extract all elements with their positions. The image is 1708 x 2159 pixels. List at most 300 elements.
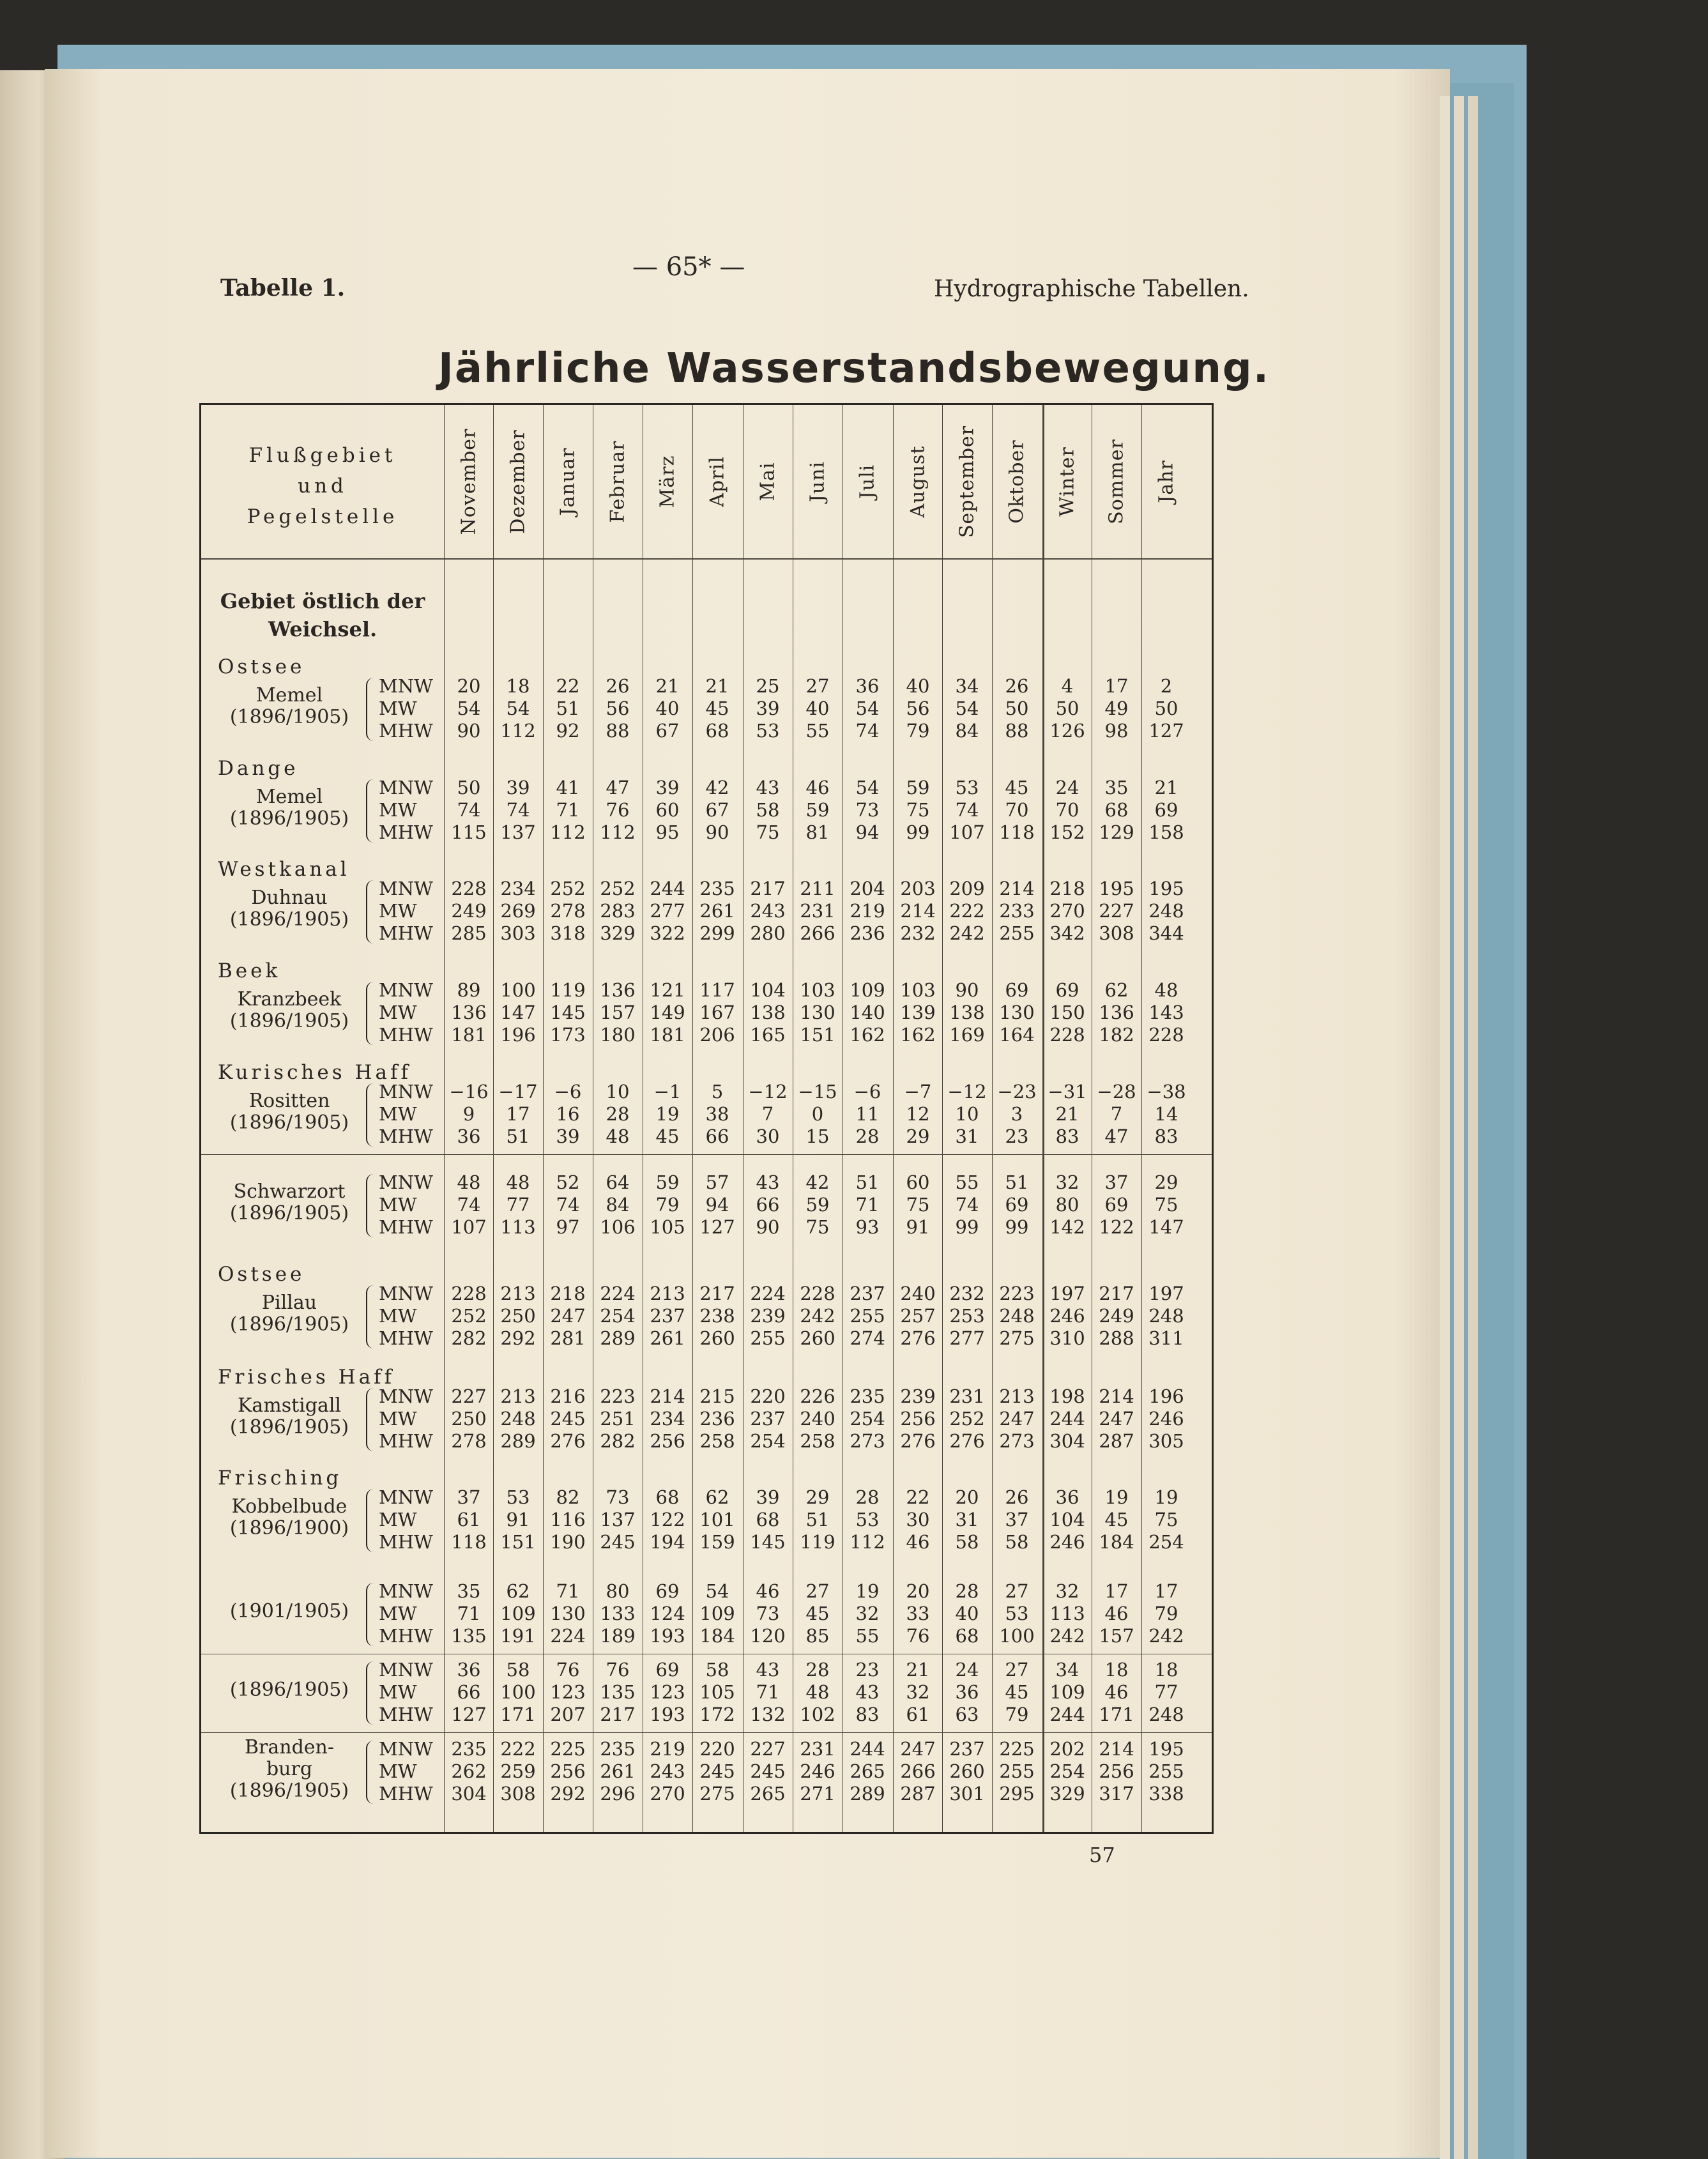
table-cell: 121: [650, 979, 685, 1001]
table-cell: 256: [1099, 1760, 1134, 1782]
table-cell: 235: [699, 878, 735, 899]
row-label: MHW: [379, 1216, 433, 1238]
table-cell: 243: [750, 900, 786, 922]
table-cell: 69: [1005, 1194, 1029, 1216]
table-cell: 83: [1154, 1125, 1178, 1147]
row-label: MNW: [379, 1659, 433, 1681]
table-cell: 218: [550, 1283, 586, 1304]
row-label: MNW: [379, 1283, 433, 1304]
table-cell: 5: [711, 1081, 724, 1102]
station-name: [206, 1395, 372, 1438]
stub-header: [201, 440, 444, 532]
table-cell: 74: [457, 799, 481, 821]
table-cell: 35: [1104, 777, 1129, 798]
row-label: MW: [379, 1002, 417, 1023]
table-cell: 213: [500, 1283, 536, 1304]
table-cell: 43: [756, 777, 780, 798]
row-brace: [366, 1285, 376, 1348]
table-cell: 95: [655, 821, 680, 843]
row-brace: [366, 1388, 376, 1451]
table-cell: 158: [1148, 821, 1184, 843]
table-cell: 30: [756, 1125, 780, 1147]
month-header-label: März: [656, 455, 679, 508]
table-cell: 135: [600, 1681, 636, 1703]
table-cell: 35: [457, 1580, 481, 1602]
table-cell: 213: [999, 1385, 1035, 1407]
table-cell: 216: [550, 1385, 586, 1407]
table-cell: 91: [506, 1509, 530, 1530]
row-label: MHW: [379, 1783, 433, 1804]
table-cell: 98: [1104, 720, 1129, 742]
table-cell: 252: [550, 878, 586, 899]
table-cell: 47: [1104, 1125, 1129, 1147]
table-cell: 112: [850, 1531, 885, 1553]
table-cell: 281: [550, 1327, 586, 1349]
table-cell: 196: [500, 1024, 536, 1046]
table-cell: 16: [556, 1103, 580, 1125]
row-label: MW: [379, 1305, 417, 1327]
table-cell: 124: [650, 1603, 685, 1624]
table-cell: 282: [600, 1430, 636, 1452]
table-cell: 254: [750, 1430, 786, 1452]
table-cell: 54: [955, 698, 979, 719]
station-name-line: Kranzbeek: [237, 988, 342, 1011]
table-cell: 245: [750, 1760, 786, 1782]
table-cell: 12: [906, 1103, 930, 1125]
table-cell: 276: [900, 1430, 936, 1452]
section-label: Frisches Haff: [218, 1366, 395, 1389]
table-cell: 151: [800, 1024, 835, 1046]
table-cell: 36: [855, 675, 880, 697]
table-cell: 237: [650, 1305, 685, 1327]
table-cell: 215: [699, 1385, 735, 1407]
table-cell: 304: [451, 1783, 487, 1804]
table-cell: 162: [900, 1024, 936, 1046]
row-brace: [366, 982, 376, 1045]
table-cell: 122: [1099, 1216, 1134, 1238]
station-name-line: (1896/1905): [229, 1415, 349, 1438]
table-cell: 318: [550, 922, 586, 944]
station-name-line: Rositten: [248, 1089, 330, 1112]
table-cell: 74: [955, 799, 979, 821]
station-name: [206, 1181, 372, 1224]
table-cell: 34: [1055, 1659, 1079, 1681]
table-cell: 115: [451, 821, 487, 843]
table-cell: 249: [1099, 1305, 1134, 1327]
table-cell: 28: [805, 1659, 830, 1681]
table-cell: 203: [900, 878, 936, 899]
table-cell: 251: [600, 1408, 636, 1430]
table-cell: 136: [600, 979, 636, 1001]
table-cell: 142: [1049, 1216, 1085, 1238]
table-cell: 317: [1099, 1783, 1134, 1804]
table-cell: 260: [949, 1760, 985, 1782]
table-cell: 82: [556, 1486, 580, 1508]
table-cell: 235: [600, 1738, 636, 1760]
section-label: Westkanal: [218, 858, 350, 881]
station-name-line: (1901/1905): [229, 1599, 349, 1622]
table-cell: 227: [750, 1738, 786, 1760]
table-cell: 56: [606, 698, 630, 719]
table-cell: 66: [756, 1194, 780, 1216]
table-cell: 37: [1005, 1509, 1029, 1530]
section-label: Ostsee: [218, 655, 305, 678]
table-cell: 342: [1049, 922, 1085, 944]
table-cell: 252: [949, 1408, 985, 1430]
table-cell: 84: [606, 1194, 630, 1216]
table-cell: 197: [1148, 1283, 1184, 1304]
table-cell: 21: [705, 675, 729, 697]
table-cell: 247: [1099, 1408, 1134, 1430]
station-name-line: Kobbelbude: [231, 1495, 347, 1518]
station-name-line: Pillau: [261, 1291, 317, 1314]
table-cell: 40: [805, 698, 830, 719]
table-cell: 271: [800, 1783, 835, 1804]
table-cell: 46: [1104, 1681, 1129, 1703]
group-title: [201, 587, 444, 643]
table-cell: 338: [1148, 1783, 1184, 1804]
table-cell: 89: [457, 979, 481, 1001]
table-cell: 237: [750, 1408, 786, 1430]
table-cell: 73: [606, 1486, 630, 1508]
table-cell: 59: [906, 777, 930, 798]
table-cell: 102: [800, 1704, 835, 1725]
table-cell: 109: [1049, 1681, 1085, 1703]
month-header-label: Jahr: [1155, 460, 1178, 503]
table-cell: 214: [650, 1385, 685, 1407]
table-label: Tabelle 1.: [220, 275, 346, 301]
table-cell: 48: [606, 1125, 630, 1147]
month-header-label: Mai: [756, 462, 779, 501]
table-cell: 227: [451, 1385, 487, 1407]
station-name-line: (1896/1905): [229, 807, 349, 830]
table-cell: 217: [1099, 1283, 1134, 1304]
station-name-line: Duhnau: [251, 886, 328, 909]
table-cell: 256: [900, 1408, 936, 1430]
table-cell: 228: [451, 1283, 487, 1304]
table-cell: 97: [556, 1216, 580, 1238]
table-cell: 75: [756, 821, 780, 843]
table-cell: 246: [1049, 1531, 1085, 1553]
table-cell: 232: [900, 922, 936, 944]
table-cell: 150: [1049, 1002, 1085, 1023]
table-cell: 147: [1148, 1216, 1184, 1238]
row-brace: [366, 1741, 376, 1804]
station-name-line: (1896/1905): [229, 908, 349, 931]
table-cell: 24: [1055, 777, 1079, 798]
row-label: MNW: [379, 1580, 433, 1602]
table-cell: 40: [955, 1603, 979, 1624]
table-cell: 278: [550, 900, 586, 922]
table-cell: 222: [500, 1738, 536, 1760]
table-cell: 236: [850, 922, 885, 944]
table-cell: 55: [955, 1171, 979, 1193]
table-cell: 68: [655, 1486, 680, 1508]
table-cell: 74: [556, 1194, 580, 1216]
month-header-label: April: [706, 456, 729, 507]
table-cell: 244: [650, 878, 685, 899]
table-cell: 292: [550, 1783, 586, 1804]
table-cell: 242: [949, 922, 985, 944]
table-cell: 66: [457, 1681, 481, 1703]
table-cell: 42: [805, 1171, 830, 1193]
table-cell: 31: [955, 1125, 979, 1147]
table-cell: 329: [600, 922, 636, 944]
table-cell: 17: [1104, 675, 1129, 697]
table-cell: 213: [650, 1283, 685, 1304]
table-cell: 262: [451, 1760, 487, 1782]
table-cell: 171: [1099, 1704, 1134, 1725]
table-cell: 60: [655, 799, 680, 821]
table-cell: 180: [600, 1024, 636, 1046]
table-cell: 224: [750, 1283, 786, 1304]
table-cell: 24: [955, 1659, 979, 1681]
table-cell: 45: [1005, 777, 1029, 798]
table-cell: 123: [550, 1681, 586, 1703]
table-cell: 14: [1154, 1103, 1178, 1125]
table-cell: 69: [1104, 1194, 1129, 1216]
table-cell: 157: [600, 1002, 636, 1023]
table-cell: 7: [761, 1103, 774, 1125]
station-name-line: (1896/1905): [229, 1202, 349, 1224]
table-cell: 244: [1049, 1408, 1085, 1430]
table-cell: 42: [705, 777, 729, 798]
table-cell: 135: [451, 1625, 487, 1647]
table-cell: 76: [556, 1659, 580, 1681]
table-cell: 225: [550, 1738, 586, 1760]
table-cell: 0: [811, 1103, 824, 1125]
row-brace: [366, 880, 376, 943]
table-cell: 233: [999, 900, 1035, 922]
table-cell: 220: [750, 1385, 786, 1407]
table-cell: 143: [1148, 1002, 1184, 1023]
header-rule: [201, 558, 1212, 560]
table-cell: 56: [906, 698, 930, 719]
table-cell: 48: [1154, 979, 1178, 1001]
table-cell: 127: [699, 1216, 735, 1238]
table-cell: 209: [949, 878, 985, 899]
table-cell: 292: [500, 1327, 536, 1349]
table-cell: 280: [750, 922, 786, 944]
table-cell: 255: [999, 1760, 1035, 1782]
table-cell: 92: [556, 720, 580, 742]
table-cell: 211: [800, 878, 835, 899]
table-cell: 304: [1049, 1430, 1085, 1452]
table-cell: 184: [699, 1625, 735, 1647]
table-cell: 41: [556, 777, 580, 798]
table-cell: 223: [999, 1283, 1035, 1304]
table-cell: 122: [650, 1509, 685, 1530]
table-cell: 94: [855, 821, 880, 843]
table-cell: 112: [550, 821, 586, 843]
table-cell: 224: [550, 1625, 586, 1647]
table-cell: 18: [1154, 1659, 1178, 1681]
table-cell: 184: [1099, 1531, 1134, 1553]
table-cell: 244: [1049, 1704, 1085, 1725]
table-cell: 145: [550, 1002, 586, 1023]
table-cell: 130: [800, 1002, 835, 1023]
table-cell: 138: [750, 1002, 786, 1023]
table-cell: 167: [699, 1002, 735, 1023]
table-cell: −23: [997, 1081, 1037, 1102]
table-cell: 204: [850, 878, 885, 899]
table-cell: 25: [756, 675, 780, 697]
table-cell: 244: [850, 1738, 885, 1760]
table-cell: 55: [805, 720, 830, 742]
station-name-line: Kamstigall: [237, 1394, 342, 1417]
table-cell: 190: [550, 1531, 586, 1553]
table-cell: 242: [1049, 1625, 1085, 1647]
table-cell: 223: [600, 1385, 636, 1407]
table-cell: 145: [750, 1531, 786, 1553]
table-cell: 83: [855, 1704, 880, 1725]
table-cell: 76: [606, 799, 630, 821]
station-name: [206, 1737, 372, 1802]
table-cell: 133: [600, 1603, 636, 1624]
table-cell: 248: [1148, 1305, 1184, 1327]
table-cell: 73: [756, 1603, 780, 1624]
table-cell: 202: [1049, 1738, 1085, 1760]
table-cell: 214: [1099, 1738, 1134, 1760]
table-cell: 54: [705, 1580, 729, 1602]
table-cell: 88: [1005, 720, 1029, 742]
table-cell: 36: [955, 1681, 979, 1703]
table-cell: −12: [748, 1081, 788, 1102]
row-label: MW: [379, 1681, 417, 1703]
table-cell: 171: [500, 1704, 536, 1725]
table-cell: 77: [506, 1194, 530, 1216]
month-header-label: November: [457, 428, 480, 535]
table-cell: 277: [949, 1327, 985, 1349]
table-cell: 308: [500, 1783, 536, 1804]
table-cell: 58: [1005, 1531, 1029, 1553]
table-cell: −28: [1097, 1081, 1136, 1102]
table-cell: 162: [850, 1024, 885, 1046]
row-label: MNW: [379, 1486, 433, 1508]
table-cell: 127: [1148, 720, 1184, 742]
table-cell: 29: [1154, 1171, 1178, 1193]
station-name-line: (1896/1905): [229, 1779, 349, 1802]
table-cell: 69: [1154, 799, 1178, 821]
table-cell: 43: [855, 1681, 880, 1703]
table-cell: 75: [906, 799, 930, 821]
station-name: [206, 786, 372, 830]
table-cell: 214: [999, 878, 1035, 899]
table-cell: 130: [999, 1002, 1035, 1023]
table-cell: 27: [1005, 1580, 1029, 1602]
table-cell: 51: [1005, 1171, 1029, 1193]
table-cell: 246: [800, 1760, 835, 1782]
table-cell: 275: [999, 1327, 1035, 1349]
station-name-line: Branden-: [244, 1736, 334, 1758]
month-header-label: August: [906, 445, 929, 518]
row-label: MHW: [379, 821, 433, 843]
row-label: MNW: [379, 1171, 433, 1193]
table-cell: 68: [955, 1625, 979, 1647]
table-cell: 231: [800, 1738, 835, 1760]
table-cell: 107: [949, 821, 985, 843]
table-cell: 231: [800, 900, 835, 922]
table-cell: 282: [451, 1327, 487, 1349]
month-header-label: Juni: [806, 461, 829, 503]
table-cell: 246: [1049, 1305, 1085, 1327]
table-cell: 119: [550, 979, 586, 1001]
table-cell: 256: [550, 1760, 586, 1782]
table-cell: 226: [800, 1385, 835, 1407]
table-cell: 52: [556, 1171, 580, 1193]
table-cell: 129: [1099, 821, 1134, 843]
table-cell: −31: [1048, 1081, 1087, 1102]
table-cell: 26: [1005, 1486, 1029, 1508]
table-cell: 136: [1099, 1002, 1134, 1023]
table-cell: 299: [699, 922, 735, 944]
table-cell: 228: [800, 1283, 835, 1304]
table-cell: 74: [506, 799, 530, 821]
table-cell: 191: [500, 1625, 536, 1647]
table-cell: 123: [650, 1681, 685, 1703]
table-cell: 71: [556, 1580, 580, 1602]
table-cell: 132: [750, 1704, 786, 1725]
table-cell: 61: [457, 1509, 481, 1530]
table-cell: 258: [800, 1430, 835, 1452]
table-cell: 2: [1160, 675, 1173, 697]
month-header-label: Oktober: [1005, 439, 1028, 524]
table-cell: 285: [451, 922, 487, 944]
table-cell: 3: [1010, 1103, 1023, 1125]
row-brace: [366, 1083, 376, 1147]
table-cell: 105: [699, 1681, 735, 1703]
table-cell: −17: [498, 1081, 538, 1102]
table-cell: 67: [705, 799, 729, 821]
table-cell: 75: [906, 1194, 930, 1216]
row-label: MHW: [379, 1430, 433, 1452]
table-cell: 79: [1005, 1704, 1029, 1725]
table-cell: 100: [999, 1625, 1035, 1647]
table-cell: 71: [556, 799, 580, 821]
section-label: Kurisches Haff: [218, 1061, 411, 1084]
station-name-line: Schwarzort: [233, 1180, 346, 1203]
station-name: [206, 1601, 372, 1622]
table-cell: 197: [1049, 1283, 1085, 1304]
row-label: MHW: [379, 922, 433, 944]
running-title: Hydrographische Tabellen.: [934, 276, 1249, 302]
table-cell: 93: [855, 1216, 880, 1238]
table-cell: 59: [655, 1171, 680, 1193]
table-cell: 231: [949, 1385, 985, 1407]
row-label: MHW: [379, 1125, 433, 1147]
table-cell: 240: [900, 1283, 936, 1304]
row-label: MNW: [379, 1385, 433, 1407]
table-cell: 259: [500, 1760, 536, 1782]
table-cell: 59: [805, 1194, 830, 1216]
table-cell: 80: [606, 1580, 630, 1602]
table-cell: 195: [1099, 878, 1134, 899]
table-cell: 261: [650, 1327, 685, 1349]
table-cell: 254: [600, 1305, 636, 1327]
table-cell: 10: [606, 1081, 630, 1102]
month-header-label: Februar: [606, 440, 629, 523]
table-cell: 248: [1148, 1704, 1184, 1725]
table-cell: 220: [699, 1738, 735, 1760]
station-name-line: (1896/1905): [229, 1678, 349, 1701]
table-cell: 60: [906, 1171, 930, 1193]
table-cell: 288: [1099, 1327, 1134, 1349]
table-cell: 255: [999, 922, 1035, 944]
row-label: MNW: [379, 878, 433, 899]
station-name: [206, 887, 372, 931]
table-cell: 9: [462, 1103, 475, 1125]
table-cell: 101: [699, 1509, 735, 1530]
